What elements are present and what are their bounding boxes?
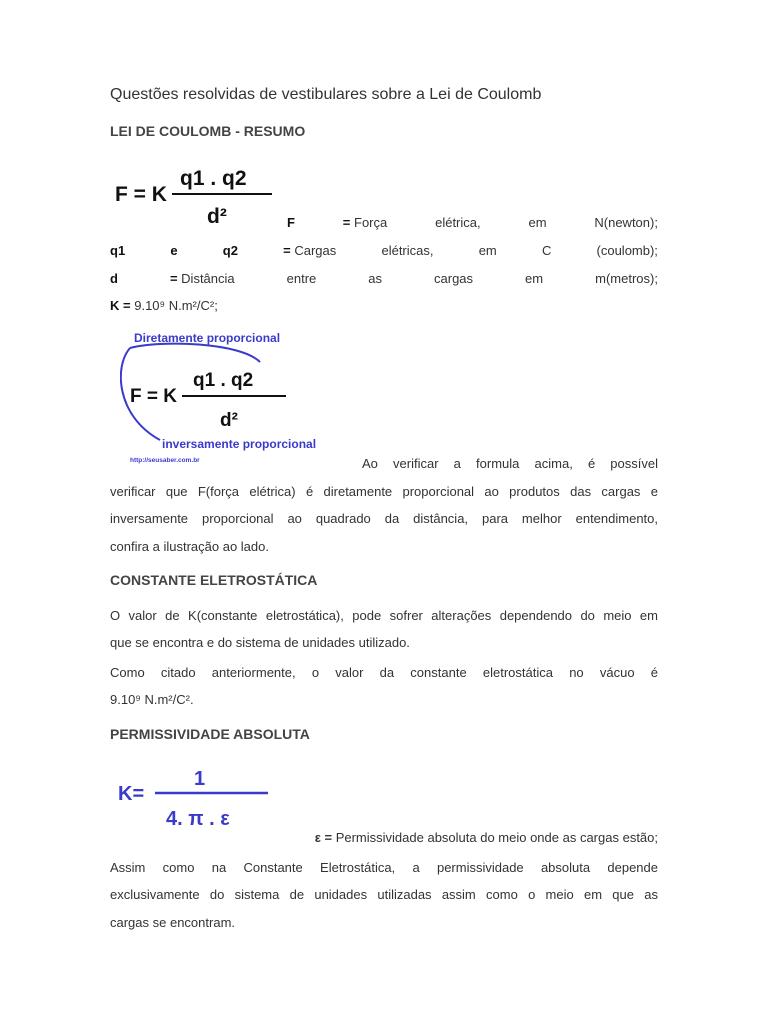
- k-formula-lhs: K=: [118, 783, 145, 805]
- section-heading-lei-coulomb: LEI DE COULOMB - RESUMO: [110, 123, 306, 139]
- section-heading-permissividade: PERMISSIVIDADE ABSOLUTA: [110, 726, 310, 742]
- paragraph-line: confira a ilustração ao lado.: [110, 539, 269, 554]
- def-q-word: elétricas,: [381, 243, 434, 258]
- def-d-eq: =: [169, 271, 178, 286]
- def-d-word: entre: [286, 271, 317, 286]
- permissivity-formula: [110, 762, 290, 832]
- def-q1-symbol: q1: [110, 243, 126, 258]
- illustration-numerator: q1 . q2: [193, 370, 254, 391]
- k-formula-numerator: 1: [194, 768, 206, 790]
- epsilon-symbol: ε =: [314, 830, 333, 845]
- def-q-word: (coulomb);: [596, 243, 658, 258]
- definition-F: [287, 215, 658, 230]
- illustration-source-url: http://seusaber.com.br: [130, 457, 200, 464]
- def-d-word: m(metros);: [595, 271, 658, 286]
- section-heading-constante: CONSTANTE ELETROSTÁTICA: [110, 572, 318, 588]
- def-F-word: N(newton);: [594, 215, 658, 230]
- definition-K: [110, 298, 658, 313]
- paragraph-line: 9.10⁹ N.m²/C².: [110, 692, 194, 707]
- def-q-word: em: [478, 243, 497, 258]
- paragraph-line: Ao verificar a formula acima, é possível: [362, 456, 658, 471]
- formula-lhs: F = K: [115, 183, 167, 206]
- def-d-word: Distância: [181, 271, 235, 286]
- proportionality-illustration: [120, 326, 360, 466]
- illustration-lhs: F = K: [130, 386, 177, 407]
- def-q-word: C: [541, 243, 552, 258]
- paragraph-line: Como citado anteriormente, o valor da constante eletrostática no vácuo é: [110, 665, 658, 680]
- definition-q: [110, 243, 658, 258]
- def-d-word: cargas: [434, 271, 474, 286]
- paragraph-line: cargas se encontram.: [110, 915, 236, 930]
- def-F-word: Força: [354, 215, 388, 230]
- def-q2-symbol: q2: [222, 243, 238, 258]
- def-K-symbol: K: [110, 298, 120, 313]
- paragraph-line: verificar que F(força elétrica) é diretamente proporcional ao produtos das cargas e: [110, 484, 658, 499]
- paragraph-line: exclusivamente do sistema de unidades utilizadas assim como o meio em que as: [110, 887, 658, 902]
- def-F-symbol: F: [287, 215, 295, 230]
- illustration-denominator: d²: [220, 410, 238, 431]
- def-K-eq: =: [123, 298, 131, 313]
- epsilon-definition: [285, 824, 658, 851]
- epsilon-description: Permissividade absoluta do meio onde as cargas estão;: [335, 830, 658, 845]
- label-directly-proportional: Diretamente proporcional: [134, 331, 281, 345]
- paragraph-line: O valor de K(constante eletrostática), pode sofrer alterações dependendo do meio em: [110, 608, 658, 623]
- def-d-word: em: [525, 271, 544, 286]
- paragraph-line: que se encontra e do sistema de unidades utilizado.: [110, 635, 410, 650]
- k-formula-denominator: 4. π . ε: [166, 808, 230, 830]
- def-F-eq: =: [342, 215, 351, 230]
- def-F-word: em: [528, 215, 547, 230]
- page-title: Questões resolvidas de vestibulares sobre a Lei de Coulomb: [110, 86, 542, 103]
- def-q-eq: =: [283, 243, 291, 258]
- def-d-symbol: d: [110, 271, 118, 286]
- def-F-word: elétrica,: [435, 215, 481, 230]
- definition-d: [110, 271, 658, 286]
- def-q-word: Cargas: [294, 243, 337, 258]
- def-d-word: as: [368, 271, 383, 286]
- label-inversely-proportional: inversamente proporcional: [162, 437, 317, 451]
- coulomb-formula: [110, 160, 290, 230]
- paragraph-line: Assim como na Constante Eletrostática, a permissividade absoluta depende: [110, 860, 658, 875]
- paragraph-line: inversamente proporcional ao quadrado da distância, para melhor entendimento,: [110, 511, 658, 526]
- curve-top-arc: [130, 344, 260, 362]
- def-K-value: 9.10⁹ N.m²/C²;: [134, 298, 218, 313]
- formula-denominator: d²: [207, 205, 227, 228]
- formula-numerator: q1 . q2: [180, 167, 247, 190]
- def-q-and: e: [170, 243, 178, 258]
